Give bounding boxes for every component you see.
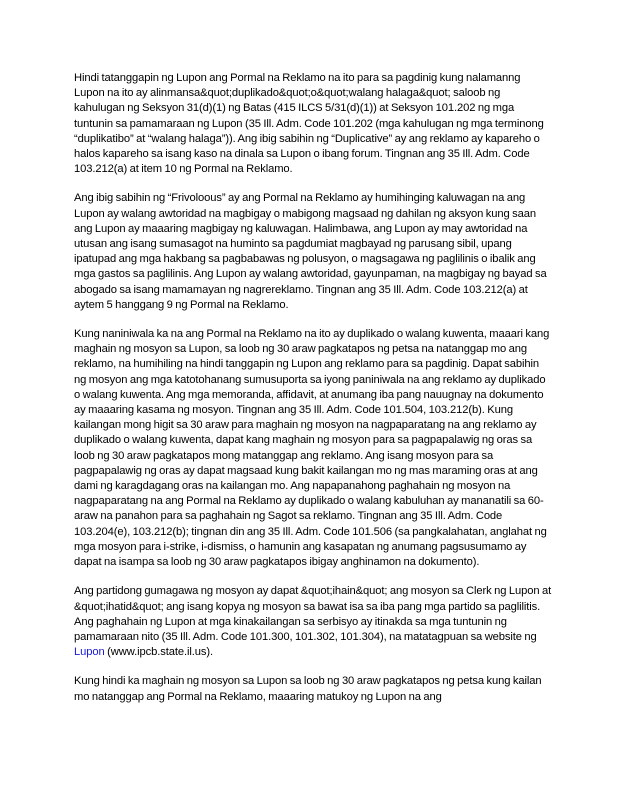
lupon-website-link[interactable]: Lupon (74, 646, 105, 659)
paragraph-frivolous-definition (74, 191, 552, 313)
paragraph-text: (www.ipcb.state.il.us). (104, 646, 214, 659)
paragraph-no-motion-filed (74, 674, 552, 704)
paragraph-text: Kung naniniwala ka na ang Pormal na Reklamo na ito ay duplikado o walang kuwenta, maaari kang maghain ng mosyon sa Lupon, sa loob ng 30 araw pagkatapos ng petsa na natanggap mo ang reklamo, na humihiling na hindi tanggapin ng Lupon ang reklamo para sa pagdinig. Dapat sabihin ng mosyon ang mga katotohanang sumusuporta sa iyong paniniwala na ang reklamo ay duplikado o walang kuwenta. Ang mga memoranda, affidavit, at anumang iba pang nauugnay na dokumento ay maaaring kasama ng mosyon. Tingnan ang 35 Ill. Adm. Code 101.504, 103.212(b). Kung kailangan mong higit sa 30 araw para maghain ng mosyon na nagpaparatang na ang reklamo ay duplikado o walang kuwenta, dapat kang maghain ng mosyon para sa pagpapalawig ng oras sa loob ng 30 araw pagkatapos mong matanggap ang reklamo. Ang isang mosyon para sa pagpapalawig ng oras ay dapat magsaad kung bakit kailangan mo ng mas maraming oras at ang dami ng karagdagang oras na kailangan mo. Ang napapanahong paghahain ng mosyon na nagpaparatang na ang Pormal na Reklamo ay duplikado o walang kabuluhan ay mananatili sa 60-araw na panahon para sa paghahain ng Sagot sa reklamo. Tingnan ang 35 Ill. Adm. Code 103.204(e), 103.212(b); tingnan din ang 35 Ill. Adm. Code 101.506 (sa pangkalahatan, anglahat ng mga mosyon para i-strike, i-dismiss, o hamunin ang kasapatan ng anumang pagsusumamo ay dapat na isampa sa loob ng 30 araw pagkatapos ibigay anghinamon na dokumento). (74, 328, 550, 569)
paragraph-text: Ang partidong gumagawa ng mosyon ay dapat &quot;ihain&quot; ang mosyon sa Clerk ng Lupon at &quot;ihatid&quot; ang isang kopya ng mosyon sa bawat isa sa iba pang mga partido sa paglilitis. Ang paghahain ng Lupon at mga kinakailangan sa serbisyo ay itinakda sa mga tuntunin ng pamamaraan nito (35 Ill. Adm. Code 101.300, 101.302, 101.304), na matatagpuan sa website ng (74, 585, 552, 643)
paragraph-filing-motion (74, 327, 552, 570)
paragraph-text: Hindi tatanggapin ng Lupon ang Pormal na Reklamo na ito para sa pagdinig kung nalamanng Lupon na ito ay alinmansa&quot;duplikado&quot;o&quot;walang halaga&quot; saloob ng kahulugan ng Seksyon 31(d)(1) ng Batas (415 ILCS 5/31(d)(1)) at Seksyon 101.202 ng mga tuntunin sa pamamaraan ng Lupon (35 Ill. Adm. Code 101.202 (mga kahulugan ng mga terminong “duplikatibo” at “walang halaga”)). Ang ibig sabihin ng “Duplicative” ay ang reklamo ay kapareho o halos kapareho sa isang kaso na dinala sa Lupon o ibang forum. Tingnan ang 35 Ill. Adm. Code 103.212(a) at item 10 ng Pormal na Reklamo. (74, 72, 544, 176)
paragraph-inadmissible-complaint (74, 71, 552, 177)
paragraph-text: Ang ibig sabihin ng “Frivoloous” ay ang Pormal na Reklamo ay humihinging kaluwagan na ang Lupon ay walang awtoridad na magbigay o mabigong magsaad ng dahilan ng aksyon kung saan ang Lupon ay maaaring magbigay ng kaluwagan. Halimbawa, ang Lupon ay may awtoridad na utusan ang isang sumasagot na huminto sa pagdumiat magbayad ng parusang sibil, upang ipatupad ang mga hakbang sa pagbabawas ng polusyon, o magsagawa ng paglilinis o ibalik ang mga gastos sa paglilinis. Ang Lupon ay walang awtoridad, gayunpaman, na magbigay ng bayad sa abogado sa isang mamamayan ng nagrereklamo. Tingnan ang 35 Ill. Adm. Code 103.212(a) at aytem 5 hanggang 9 ng Pormal na Reklamo. (74, 192, 547, 311)
paragraph-service-requirements (74, 584, 552, 660)
paragraph-text: Kung hindi ka maghain ng mosyon sa Lupon sa loob ng 30 araw pagkatapos ng petsa kung kailan mo natanggap ang Pormal na Reklamo, maaaring matukoy ng Lupon na ang (74, 675, 542, 703)
document-body (74, 71, 552, 705)
